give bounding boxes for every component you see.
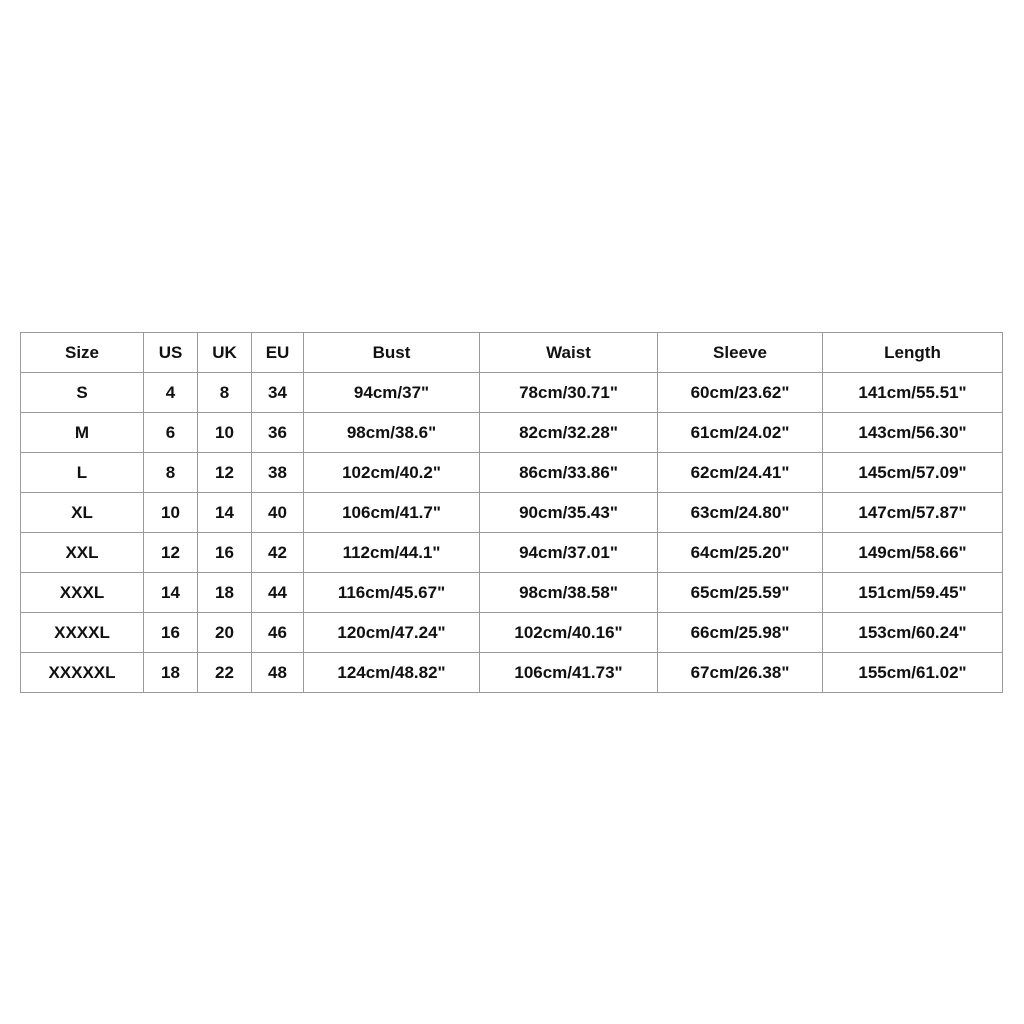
cell-size: XXXXL (21, 613, 144, 653)
cell-size: XXXXXL (21, 653, 144, 693)
size-chart-table (20, 332, 1003, 693)
table-row (21, 373, 1003, 413)
cell-length: 155cm/61.02" (823, 653, 1003, 693)
cell-us: 8 (144, 453, 198, 493)
cell-waist: 102cm/40.16" (480, 613, 658, 653)
header-eu: EU (252, 333, 304, 373)
cell-us: 14 (144, 573, 198, 613)
cell-uk: 8 (198, 373, 252, 413)
cell-us: 16 (144, 613, 198, 653)
header-size: Size (21, 333, 144, 373)
cell-eu: 34 (252, 373, 304, 413)
cell-eu: 46 (252, 613, 304, 653)
cell-bust: 98cm/38.6" (304, 413, 480, 453)
cell-eu: 40 (252, 493, 304, 533)
cell-waist: 82cm/32.28" (480, 413, 658, 453)
cell-sleeve: 67cm/26.38" (658, 653, 823, 693)
cell-size: XXL (21, 533, 144, 573)
table-header (21, 333, 1003, 373)
cell-sleeve: 64cm/25.20" (658, 533, 823, 573)
cell-uk: 10 (198, 413, 252, 453)
cell-bust: 124cm/48.82" (304, 653, 480, 693)
cell-eu: 44 (252, 573, 304, 613)
header-row (21, 333, 1003, 373)
cell-waist: 90cm/35.43" (480, 493, 658, 533)
cell-sleeve: 65cm/25.59" (658, 573, 823, 613)
cell-uk: 22 (198, 653, 252, 693)
cell-size: M (21, 413, 144, 453)
cell-us: 10 (144, 493, 198, 533)
cell-length: 143cm/56.30" (823, 413, 1003, 453)
table-body (21, 373, 1003, 693)
cell-bust: 102cm/40.2" (304, 453, 480, 493)
cell-sleeve: 60cm/23.62" (658, 373, 823, 413)
cell-bust: 116cm/45.67" (304, 573, 480, 613)
cell-uk: 18 (198, 573, 252, 613)
table-row (21, 533, 1003, 573)
cell-eu: 48 (252, 653, 304, 693)
header-us: US (144, 333, 198, 373)
cell-waist: 98cm/38.58" (480, 573, 658, 613)
cell-length: 153cm/60.24" (823, 613, 1003, 653)
cell-size: L (21, 453, 144, 493)
cell-uk: 12 (198, 453, 252, 493)
cell-length: 141cm/55.51" (823, 373, 1003, 413)
table-row (21, 613, 1003, 653)
cell-eu: 42 (252, 533, 304, 573)
cell-length: 149cm/58.66" (823, 533, 1003, 573)
header-length: Length (823, 333, 1003, 373)
cell-length: 145cm/57.09" (823, 453, 1003, 493)
cell-us: 4 (144, 373, 198, 413)
cell-size: XL (21, 493, 144, 533)
header-waist: Waist (480, 333, 658, 373)
table-row (21, 653, 1003, 693)
cell-us: 6 (144, 413, 198, 453)
cell-sleeve: 61cm/24.02" (658, 413, 823, 453)
cell-bust: 112cm/44.1" (304, 533, 480, 573)
cell-bust: 94cm/37" (304, 373, 480, 413)
cell-uk: 14 (198, 493, 252, 533)
cell-uk: 20 (198, 613, 252, 653)
cell-sleeve: 62cm/24.41" (658, 453, 823, 493)
header-sleeve: Sleeve (658, 333, 823, 373)
cell-length: 147cm/57.87" (823, 493, 1003, 533)
cell-size: XXXL (21, 573, 144, 613)
cell-waist: 78cm/30.71" (480, 373, 658, 413)
cell-waist: 106cm/41.73" (480, 653, 658, 693)
header-uk: UK (198, 333, 252, 373)
table-row (21, 453, 1003, 493)
table-row (21, 413, 1003, 453)
cell-bust: 106cm/41.7" (304, 493, 480, 533)
cell-length: 151cm/59.45" (823, 573, 1003, 613)
cell-bust: 120cm/47.24" (304, 613, 480, 653)
header-bust: Bust (304, 333, 480, 373)
cell-eu: 36 (252, 413, 304, 453)
cell-size: S (21, 373, 144, 413)
cell-waist: 94cm/37.01" (480, 533, 658, 573)
cell-waist: 86cm/33.86" (480, 453, 658, 493)
cell-sleeve: 66cm/25.98" (658, 613, 823, 653)
cell-us: 12 (144, 533, 198, 573)
table-row (21, 493, 1003, 533)
cell-uk: 16 (198, 533, 252, 573)
cell-us: 18 (144, 653, 198, 693)
cell-sleeve: 63cm/24.80" (658, 493, 823, 533)
cell-eu: 38 (252, 453, 304, 493)
table-row (21, 573, 1003, 613)
